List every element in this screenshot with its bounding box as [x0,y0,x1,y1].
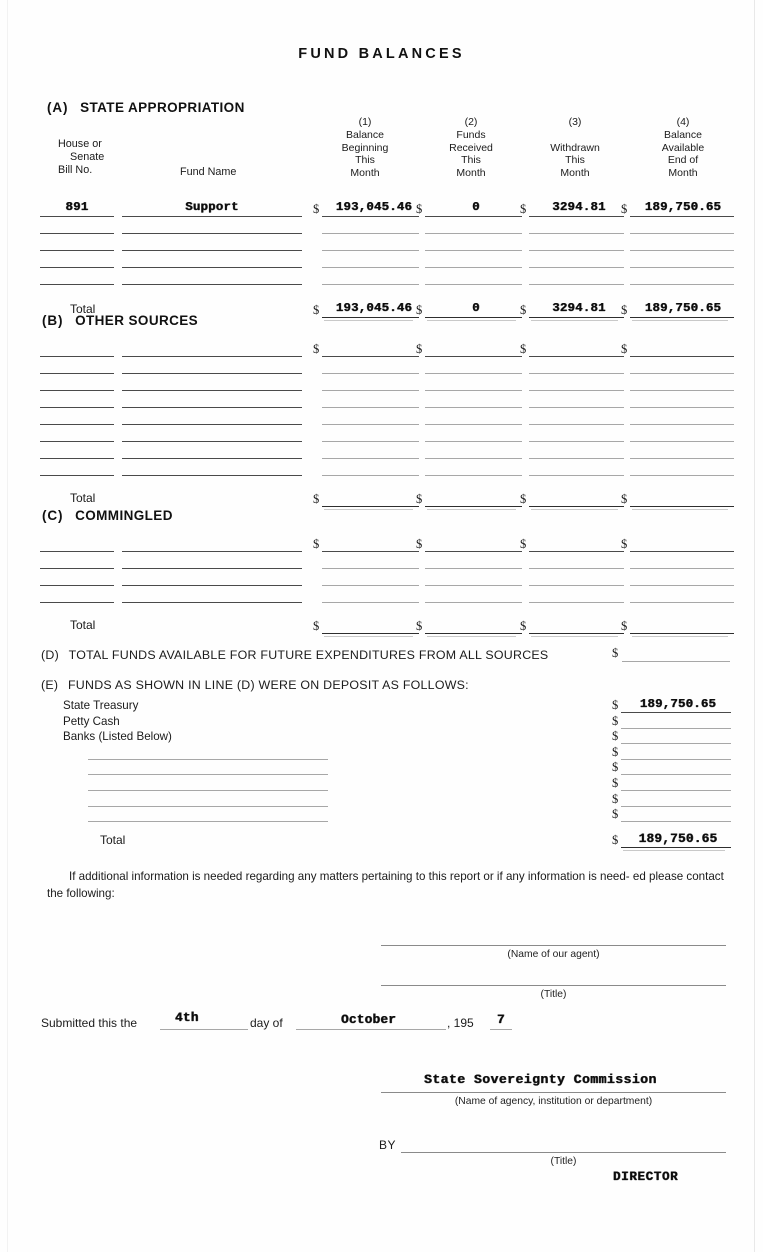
section-d-letter: (D) [41,648,59,662]
money-col-2-rule [425,424,522,425]
bill-no-value: 891 [65,200,89,214]
contact-paragraph-line1: If additional information is needed regarding any matters pertaining to this report or if any information is need- [69,870,630,883]
money-col-1-dollar-sign: $ [313,202,320,216]
bill-no-rule [40,373,114,374]
column-1-line4: Month [350,166,380,179]
bank-name-rule [88,774,328,775]
money-col-4-rule [630,602,734,603]
section-e-heading [41,678,469,692]
money-col-1-rule [322,250,419,251]
money-col-1-rule [322,267,419,268]
money-col-3-dollar-sign: $ [520,492,527,506]
fund-name-rule [122,284,302,285]
submitted-year-rule [490,1029,512,1030]
section-a-heading [47,100,245,115]
section-c-title: COMMINGLED [75,508,173,523]
column-4-line3: End of [667,154,699,167]
money-col-4-rule [630,216,734,217]
money-col-4-rule [630,390,734,391]
money-col-1-rule [322,506,419,507]
money-col-1-rule [322,441,419,442]
fund-name-rule [122,267,302,268]
money-col-1-value: 193,045.46 [335,301,413,315]
money-col-4-dollar-sign: $ [621,342,628,356]
column-4-line4: Month [668,166,698,179]
money-col-3-rule [529,551,624,552]
section-a-title: STATE APPROPRIATION [80,100,245,115]
deposit-item-dollar-sign: $ [612,713,619,728]
money-col-1-dollar-sign: $ [313,619,320,633]
money-col-2-rule [425,233,522,234]
bill-no-rule [40,407,114,408]
money-col-4-dollar-sign: $ [621,303,628,317]
column-3-number: (3) [568,116,582,128]
deposit-item-rule [621,790,731,791]
submitted-month-value: October [341,1012,397,1027]
money-col-1-rule [322,585,419,586]
money-col-2-rule [425,602,522,603]
bill-no-rule [40,585,114,586]
money-col-3-dollar-sign: $ [520,537,527,551]
column-1-line3: This [355,154,375,167]
money-col-3-rule [529,633,624,634]
fund-name-rule [122,441,302,442]
bill-no-rule [40,216,114,217]
money-col-2-rule [425,551,522,552]
money-col-3-rule [529,267,624,268]
fund-name-rule [122,568,302,569]
money-col-3-dollar-sign: $ [520,202,527,216]
section-e-total-dollar-sign: $ [612,832,619,847]
fund-name-rule [122,407,302,408]
money-col-1-value: 193,045.46 [335,200,413,214]
money-col-3-rule [529,424,624,425]
bill-no-rule [40,250,114,251]
money-col-2-value: 0 [472,301,480,315]
deposit-item-dollar-sign: $ [612,698,619,712]
money-col-2-rule [425,633,522,634]
bank-name-rule [88,759,328,760]
money-col-4-rule [630,585,734,586]
column-4-line1: Balance [664,129,702,142]
money-col-4-rule [630,551,734,552]
agency-rule [381,1092,726,1093]
section-b-letter: (B) [42,313,64,328]
section-e-title: FUNDS AS SHOWN IN LINE (D) WERE ON DEPOSIT AS FOLLOWS: [67,678,469,692]
money-col-2-rule [425,506,522,507]
money-col-2-rule [425,390,522,391]
money-col-3-rule [529,407,624,408]
money-col-3-rule [529,284,624,285]
money-col-4-rule [630,250,734,251]
money-col-4-rule [630,407,734,408]
bill-no-rule [40,475,114,476]
money-col-4-rule [630,441,734,442]
section-b-heading [42,313,198,328]
money-col-4-dollar-sign: $ [621,619,628,633]
money-col-4-rule [630,267,734,268]
submitted-day-value: 4th [175,1010,199,1025]
agent-name-caption: (Name of our agent) [507,949,600,960]
bill-no-rule [40,424,114,425]
fund-name-rule [122,602,302,603]
section-a-total-label: Total [70,302,96,316]
column-4-number: (4) [676,116,690,128]
column-1-line1: Balance [346,129,384,142]
agent-title-caption: (Title) [540,989,567,1000]
money-col-1-rule [322,233,419,234]
deposit-item-dollar-sign: $ [612,807,619,822]
money-col-2-dollar-sign: $ [416,619,423,633]
submitted-year-prefix: , 195 [447,1016,474,1030]
money-col-2-dollar-sign: $ [416,303,423,317]
director-value: DIRECTOR [613,1170,679,1184]
money-col-1-rule [322,424,419,425]
money-col-3-value: 3294.81 [552,200,606,214]
deposit-item-dollar-sign: $ [612,744,619,759]
money-col-4-rule [630,506,734,507]
section-b-total-label: Total [70,491,96,505]
deposit-item-rule [621,774,731,775]
deposit-item-label: Banks (Listed Below) [63,730,172,744]
money-col-3-rule [529,317,624,318]
money-col-1-dollar-sign: $ [313,492,320,506]
deposit-item-dollar-sign: $ [612,791,619,806]
column-2-number: (2) [464,116,478,128]
money-col-3-rule [529,390,624,391]
money-col-1-dollar-sign: $ [313,342,320,356]
section-e-total-rule [621,847,731,848]
bill-no-rule [40,568,114,569]
column-2-line4: Month [456,166,486,179]
money-col-4-rule [630,475,734,476]
money-col-4-rule [630,317,734,318]
money-col-1-rule [322,458,419,459]
bank-name-rule [88,821,328,822]
fund-name-rule [122,585,302,586]
money-col-3-rule [529,373,624,374]
deposit-item-value: 189,750.65 [639,697,717,711]
money-col-3-rule [529,441,624,442]
stub-header-line3: Bill No. [58,164,93,177]
money-col-3-dollar-sign: $ [520,303,527,317]
money-col-1-rule [322,216,419,217]
money-col-3-rule [529,602,624,603]
deposit-item-rule [621,759,731,760]
deposit-item-rule [621,806,731,807]
column-header-4 [633,116,733,179]
by-caption: (Title) [550,1156,577,1167]
money-col-4-dollar-sign: $ [621,537,628,551]
page-left-edge [7,0,8,1252]
money-col-4-rule [630,458,734,459]
column-1-line2: Beginning [341,141,389,154]
money-col-2-rule [425,441,522,442]
deposit-item-dollar-sign: $ [612,729,619,744]
fund-name-rule [122,458,302,459]
money-col-4-rule [630,373,734,374]
money-col-2-dollar-sign: $ [416,342,423,356]
agency-caption: (Name of agency, institution or department) [454,1096,653,1107]
bank-name-rule [88,806,328,807]
money-col-4-rule [630,284,734,285]
section-b-title: OTHER SOURCES [75,313,199,328]
money-col-3-rule [529,216,624,217]
money-col-1-rule [322,317,419,318]
section-d-value-rule [622,661,730,662]
money-col-2-rule [425,356,522,357]
bill-no-rule [40,390,114,391]
section-c-letter: (C) [42,508,64,523]
column-2-line2: Received [449,141,493,154]
money-col-3-rule [529,356,624,357]
deposit-item-dollar-sign: $ [612,760,619,775]
money-col-3-dollar-sign: $ [520,619,527,633]
money-col-4-value: 189,750.65 [644,301,722,315]
fund-name-rule [122,373,302,374]
money-col-2-dollar-sign: $ [416,202,423,216]
money-col-4-rule [630,356,734,357]
money-col-2-rule [425,475,522,476]
by-label: BY [379,1138,397,1152]
deposit-item-rule [621,821,731,822]
money-col-3-value: 3294.81 [552,301,606,315]
money-col-1-rule [322,568,419,569]
deposit-item-label: Petty Cash [63,714,120,728]
money-col-2-rule [425,250,522,251]
fund-name-rule [122,250,302,251]
column-header-3 [528,116,622,179]
column-3-line1: Withdrawn [550,141,600,154]
column-2-line3: This [461,154,481,167]
agent-name-rule [381,945,726,946]
agency-value: State Sovereignty Commission [424,1072,657,1087]
contact-paragraph-line2: ed please contact the following: [47,870,724,900]
money-col-1-rule [322,356,419,357]
money-col-2-rule [425,284,522,285]
section-d-title: TOTAL FUNDS AVAILABLE FOR FUTURE EXPENDITURES FROM ALL SOURCES [68,648,549,662]
money-col-3-rule [529,250,624,251]
money-col-1-rule [322,390,419,391]
section-c-total-label: Total [70,618,96,632]
money-col-1-rule [322,551,419,552]
money-col-3-rule [529,458,624,459]
stub-header-line2: Senate [70,151,105,164]
money-col-3-rule [529,568,624,569]
deposit-item-dollar-sign: $ [612,776,619,790]
section-e-letter: (E) [41,678,59,692]
money-col-1-dollar-sign: $ [313,303,320,317]
agent-title-rule [381,985,726,986]
bill-no-rule [40,458,114,459]
money-col-3-rule [529,506,624,507]
fund-name-rule [122,424,302,425]
money-col-2-rule [425,267,522,268]
section-e-total-label: Total [100,832,126,847]
submitted-day-of-label: day of [250,1016,283,1030]
submitted-prefix: Submitted this the [41,1016,138,1030]
fund-name-rule [122,233,302,234]
money-col-3-dollar-sign: $ [520,342,527,356]
money-col-4-dollar-sign: $ [621,492,628,506]
bill-no-rule [40,551,114,552]
fund-name-rule [122,216,302,217]
section-a-letter: (A) [47,100,69,115]
column-3-line3: Month [560,166,590,179]
money-col-3-rule [529,585,624,586]
fund-name-rule [122,356,302,357]
column-3-line2: This [565,154,585,167]
money-col-3-rule [529,233,624,234]
money-col-1-rule [322,633,419,634]
bill-no-rule [40,233,114,234]
bill-no-rule [40,356,114,357]
money-col-4-rule [630,633,734,634]
fund-name-rule [122,390,302,391]
fund-name-rule [122,551,302,552]
bank-name-rule [88,790,328,791]
bill-no-rule [40,441,114,442]
column-1-number: (1) [358,116,372,128]
money-col-1-rule [322,284,419,285]
column-2-line1: Funds [456,129,486,142]
fund-name-rule [122,475,302,476]
bill-no-rule [40,602,114,603]
money-col-2-rule [425,317,522,318]
money-col-1-rule [322,602,419,603]
bill-no-rule [40,267,114,268]
money-col-2-rule [425,458,522,459]
submitted-day-rule [160,1029,248,1030]
money-col-3-rule [529,475,624,476]
money-col-4-rule [630,568,734,569]
money-col-4-dollar-sign: $ [621,202,628,216]
section-e-total-value: 189,750.65 [638,830,718,846]
money-col-2-value: 0 [472,200,480,214]
page-right-edge [754,0,755,1252]
column-header-2 [424,116,518,179]
fund-name-value: Support [185,200,239,214]
column-4-line2: Available [661,141,705,154]
stub-header-line1: House or [58,138,102,150]
money-col-2-rule [425,568,522,569]
section-d-heading [41,648,548,662]
by-rule [401,1152,726,1153]
column-header-1 [318,116,412,179]
money-col-2-dollar-sign: $ [416,492,423,506]
money-col-1-dollar-sign: $ [313,537,320,551]
section-c-heading [42,508,173,523]
stub-header-bill-no [58,138,168,178]
money-col-4-rule [630,233,734,234]
money-col-1-rule [322,407,419,408]
money-col-1-rule [322,373,419,374]
deposit-item-label: State Treasury [63,699,139,712]
money-col-1-rule [322,475,419,476]
money-col-2-rule [425,216,522,217]
money-col-2-dollar-sign: $ [416,537,423,551]
contact-paragraph [47,869,727,902]
page-title: FUND BALANCES [298,46,465,62]
submitted-year-digit: 7 [497,1012,505,1027]
deposit-item-rule [621,743,731,744]
money-col-2-rule [425,407,522,408]
stub-header-fund-name: Fund Name [180,166,237,178]
money-col-2-rule [425,373,522,374]
deposit-item-rule [621,728,731,729]
bill-no-rule [40,284,114,285]
section-d-dollar-sign: $ [612,646,619,660]
money-col-2-rule [425,585,522,586]
submitted-month-rule [296,1029,446,1030]
money-col-4-value: 189,750.65 [644,200,722,214]
money-col-4-rule [630,424,734,425]
deposit-item-rule [621,712,731,713]
